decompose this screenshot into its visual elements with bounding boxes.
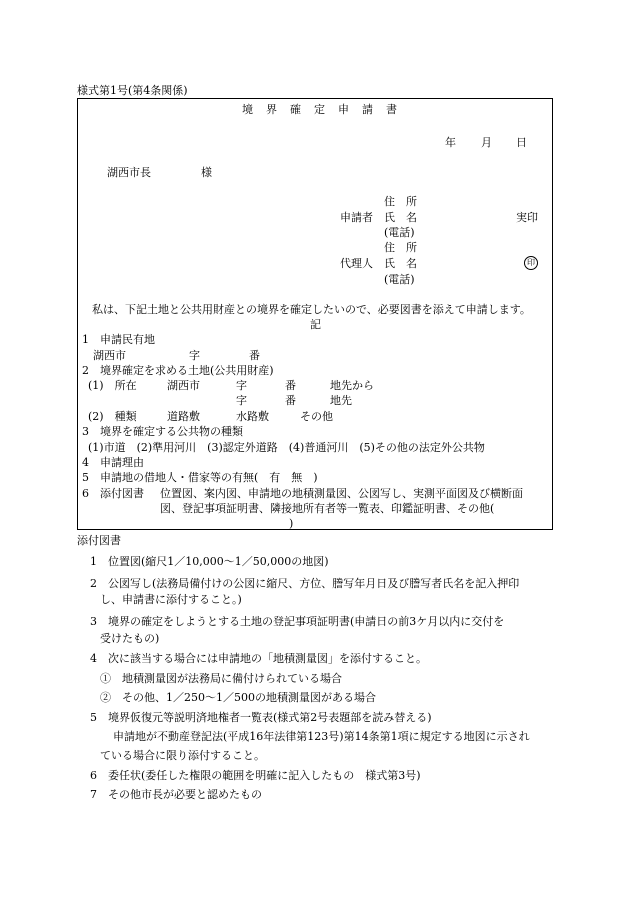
form-title: 境 界 確 定 申 請 書 <box>242 103 398 116</box>
attachment-line: し、申請書に添付すること。) <box>100 593 242 606</box>
attachments-title: 添付図書 <box>77 534 121 547</box>
form-number: 様式第1号(第4条関係) <box>77 84 188 97</box>
item2-kind-waterway: 水路敷 <box>236 410 269 423</box>
item2-location-label: (1) 所在 <box>88 379 137 392</box>
item6-line3: ) <box>289 517 294 530</box>
item1-city: 湖西市 <box>93 349 126 362</box>
attachment-line: 申請地が不動産登記法(平成16年法律第123号)第14条第1項に規定する地図に示され <box>113 730 530 743</box>
item2-kind-label: (2) 種類 <box>88 410 137 423</box>
applicant-name-label: 氏 名 <box>384 211 417 224</box>
agent-role: 代理人 <box>340 257 373 270</box>
addressee-honorific: 様 <box>201 166 212 179</box>
attachment-line: 3 境界の確定をしようとする土地の登記事項証明書(申請日の前3ケ月以内に交付を <box>90 615 505 628</box>
item4-label: 4 申請理由 <box>82 456 144 469</box>
attachment-line: 7 その他市長が必要と認めたもの <box>90 788 262 801</box>
applicant-role: 申請者 <box>340 211 373 224</box>
item2-kind-other: その他 <box>300 410 333 423</box>
attachment-line: 5 境界仮復元等説明済地権者一覧表(様式第2号表題部を読み替える) <box>90 711 432 724</box>
item3-types: (1)市道 (2)準用河川 (3)認定外道路 (4)普通河川 (5)その他の法定外公共物 <box>88 441 485 454</box>
item1-label: 1 申請民有地 <box>82 333 155 346</box>
date-year: 年 <box>445 136 456 149</box>
item2-chisaki-from: 地先から <box>330 379 374 392</box>
agent-name-label: 氏 名 <box>384 257 417 270</box>
agent-phone-label: (電話) <box>384 273 415 286</box>
item6-line1: 位置図、案内図、申請地の地積測量図、公図写し、実測平面図及び横断面 <box>160 487 523 500</box>
agent-address-label: 住 所 <box>384 241 417 254</box>
addressee-name: 湖西市長 <box>107 166 151 179</box>
item1-aza: 字 <box>189 349 200 362</box>
item3-label: 3 境界を確定する公共物の種類 <box>82 425 243 438</box>
agent-seal-mark: 印 <box>524 256 538 270</box>
item5-label: 5 申請地の借地人・借家等の有無( 有 無 ) <box>82 471 318 484</box>
attachment-line: ている場合に限り添付すること。 <box>100 749 265 762</box>
application-statement: 私は、下記土地と公共用財産との境界を確定したいので、必要図書を添えて申請します。 <box>92 303 531 316</box>
item1-ban: 番 <box>249 349 260 362</box>
item6-line2: 図、登記事項証明書、隣接地所有者等一覧表、印鑑証明書、その他( <box>160 502 495 515</box>
item2-ban1: 番 <box>285 379 296 392</box>
applicant-seal-label: 実印 <box>516 211 538 224</box>
item2-aza1: 字 <box>236 379 247 392</box>
date-day: 日 <box>516 136 527 149</box>
item2-label: 2 境界確定を求める土地(公共用財産) <box>82 364 274 377</box>
attachment-line: 受けたもの) <box>100 632 160 645</box>
attachment-line: 4 次に該当する場合には申請地の「地積測量図」を添付すること。 <box>90 652 427 665</box>
ki-heading: 記 <box>310 318 321 331</box>
attachment-line: ② その他、1／250～1／500の地積測量図がある場合 <box>100 691 376 704</box>
item2-aza2: 字 <box>236 394 247 407</box>
applicant-phone-label: (電話) <box>384 226 415 239</box>
attachment-line: ① 地積測量図が法務局に備付けられている場合 <box>100 672 342 685</box>
item2-chisaki: 地先 <box>330 394 352 407</box>
item2-kind-road: 道路敷 <box>167 410 200 423</box>
attachment-line: 6 委任状(委任した権限の範囲を明確に記入したもの 様式第3号) <box>90 769 421 782</box>
item6-label: 6 添付図書 <box>82 487 144 500</box>
applicant-address-label: 住 所 <box>384 195 417 208</box>
item2-city: 湖西市 <box>167 379 200 392</box>
attachment-line: 2 公図写し(法務局備付けの公図に縮尺、方位、謄写年月日及び謄写者氏名を記入押印 <box>90 577 520 590</box>
attachment-line: 1 位置図(縮尺1／10,000～1／50,000の地図) <box>90 555 329 568</box>
date-month: 月 <box>481 136 492 149</box>
item2-ban2: 番 <box>285 394 296 407</box>
